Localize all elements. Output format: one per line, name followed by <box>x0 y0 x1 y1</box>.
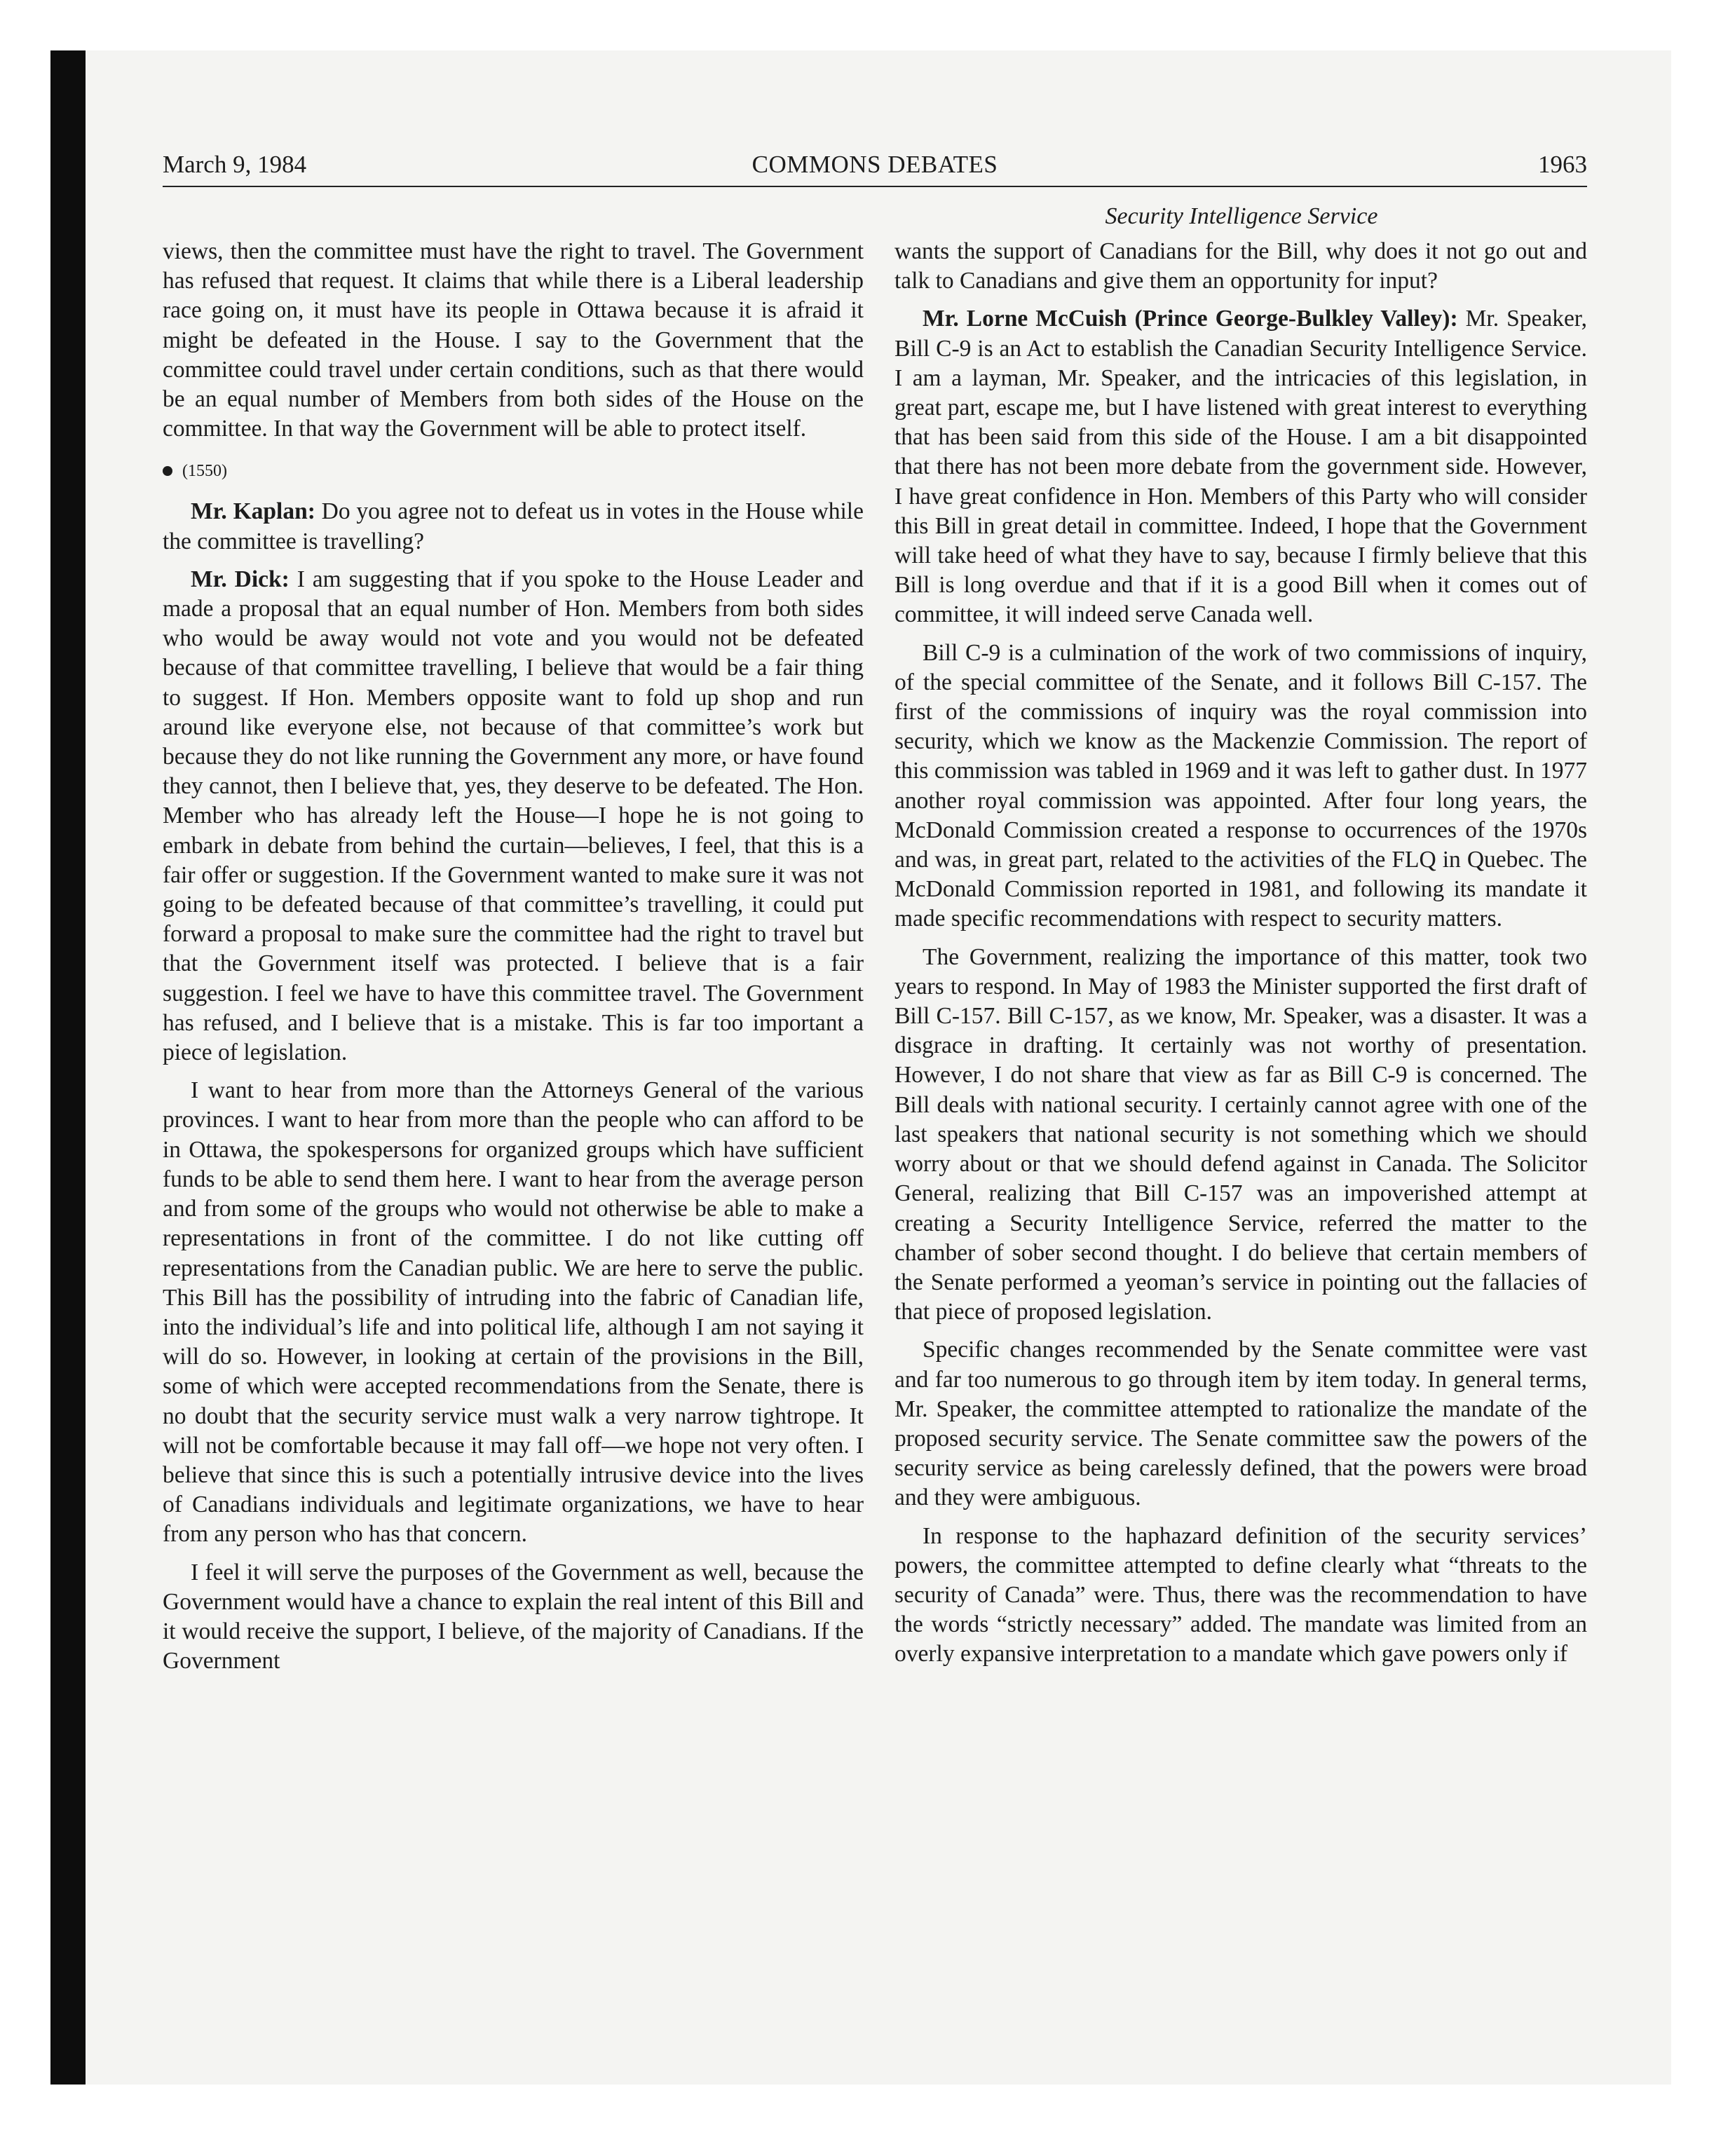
time-marker-text: (1550) <box>182 462 227 481</box>
bullet-icon <box>163 466 172 476</box>
speaker-name: Mr. Lorne McCuish (Prince George-Bulkley Valley): <box>923 306 1458 332</box>
header-page-number: 1963 <box>1538 151 1587 178</box>
speech-kaplan <box>163 497 864 556</box>
paragraph: I feel it will serve the purposes of the Government as well, because the Government would have a chance to explain the real intent of this Bill and it would receive the support, I believe, of the majority of Canadians. If the Government <box>163 1559 864 1674</box>
left-column <box>163 237 864 1684</box>
running-head: Security Intelligence Service <box>1105 203 1378 229</box>
paragraph: Specific changes recommended by the Senate committee were vast and far too numerous to go through item by item today. In general terms, Mr. Speaker, the committee attempted to rationalize the mandate of the proposed security service. The Senate committee saw the powers of the security service as being carelessly defined, that the powers were broad and they were ambiguous. <box>894 1337 1587 1511</box>
speech-text: Mr. Speaker, Bill C-9 is an Act to establish the Canadian Security Intelligence Service. I am a layman, Mr. Speaker, and the intricacies of this legislation, in great part, escape me, but I have listened with great interest to everything that has been said from this side of the House. I am a bit disappointed that there has not been more debate from the government side. However, I have great confidence in Hon. Members of this Party who will consider this Bill in great detail in committee. Indeed, I hope that the Government will take heed of what they have to say, because I firmly believe that this Bill is long overdue and that if it is a good Bill when it comes out of committee, it will indeed serve Canada well. <box>894 306 1587 628</box>
paragraph: wants the support of Canadians for the Bill, why does it not go out and talk to Canadians and give them an opportunity for input? <box>894 238 1587 294</box>
speech-text: I am suggesting that if you spoke to the House Leader and made a proposal that an equal number of Hon. Members from both sides who would be away would not vote and you would not be defeated because of that committee travelling, I believe that would be a fair thing to suggest. If Hon. Members opposite want to fold up shop and run around like everyone else, not because of that committee’s work but because they do not like running the Government any more, or have found they cannot, then I believe that, yes, they deserve to be defeated. The Hon. Member who has already left the House—I hope he is not going to embark in debate from behind the curtain—believes, I feel, that this is a fair offer or suggestion. If the Government wanted to make sure it was not going to be defeated because of that committee’s travelling, it could put forward a proposal to make sure the committee had the right to travel but that the Government itself was protected. I believe that is a fair suggestion. I feel we have to have this committee travel. The Government has refused, and I believe that is a mistake. This is far too important a piece of legislation. <box>163 566 864 1066</box>
paragraph: In response to the haphazard definition of the security services’ powers, the committee attempted to define clearly what “threats to the security of Canada” were. Thus, there was the recommendation to have the words “strictly necessary” added. The mandate was limited from an overly expansive interpretation to a mandate which gave powers only if <box>894 1522 1587 1667</box>
paragraph: The Government, realizing the importance of this matter, took two years to respond. In May of 1983 the Minister supported the first draft of Bill C-157. Bill C-157, as we know, Mr. Speaker, was a disaster. It was a disgrace in drafting. It certainly was not worthy of presentation. However, I do not share that view as far as Bill C-9 is concerned. The Bill deals with national security. I certainly cannot agree with one of the last speakers that national security is not something which we should worry about or that we should defend against in Canada. The Solicitor General, realizing that Bill C-157 was an impoverished attempt at creating a Security Intelligence Service, referred the matter to the chamber of sober second thought. I do believe that certain members of the Senate performed a yeoman’s service in pointing out the fallacies of that piece of proposed legislation. <box>894 943 1587 1325</box>
speech-text: Do you agree not to defeat us in votes in the House while the committee is travelling? <box>163 498 864 554</box>
paragraph: views, then the committee must have the right to travel. The Government has refused that request. It claims that while there is a Liberal leadership race going on, it must have its people in Ottawa because it is afraid it might be defeated in the House. I say to the Government that the committee could travel under certain conditions, such as that there would be an equal number of Members from both sides of the House on the committee. In that way the Government will be able to protect itself. <box>163 238 864 442</box>
header-date: March 9, 1984 <box>163 151 307 178</box>
speaker-name: Mr. Kaplan: <box>191 498 315 525</box>
right-column <box>894 237 1587 1678</box>
speaker-name: Mr. Dick: <box>191 566 290 592</box>
paragraph: I want to hear from more than the Attorneys General of the various provinces. I want to hear from more than the people who can afford to be in Ottawa, the spokespersons for organized groups which have sufficient funds to be able to send them here. I want to hear from the average person and from some of the groups who would not otherwise be able to make a representations in front of the committee. I do not like cutting off representations from the Canadian public. We are here to serve the public. This Bill has the possibility of intruding into the fabric of Canadian life, into the individual’s life and into political life, although I am not saying it will do so. However, in looking at certain of the provisions in the Bill, some of which were accepted recommendations from the Senate, there is no doubt that the security service must walk a very narrow tightrope. It will not be comfortable because it may fall off—we hope not very often. I believe that since this is such a potentially intrusive device into the lives of Canadians individuals and legitimate organizations, we have to hear from any person who has that concern. <box>163 1077 864 1548</box>
scan-edge-shadow <box>50 50 86 2085</box>
page-header <box>163 149 1587 187</box>
paragraph: Bill C-9 is a culmination of the work of two commissions of inquiry, of the special committee of the Senate, and it follows Bill C-157. The first of the commissions of inquiry was the royal commission into security, which we know as the Mackenzie Commission. The report of this commission was tabled in 1969 and it was left to gather dust. In 1977 another royal commission was appointed. After four long years, the McDonald Commission created a response to occurrences of the 1970s and was, in great part, related to the activities of the FLQ in Quebec. The McDonald Commission reported in 1981, and following its mandate it made specific recommendations with respect to security matters. <box>894 639 1587 932</box>
header-title: COMMONS DEBATES <box>751 151 998 178</box>
time-marker <box>163 459 864 483</box>
speech-dick <box>163 565 864 1067</box>
speech-mccuish <box>894 304 1587 629</box>
